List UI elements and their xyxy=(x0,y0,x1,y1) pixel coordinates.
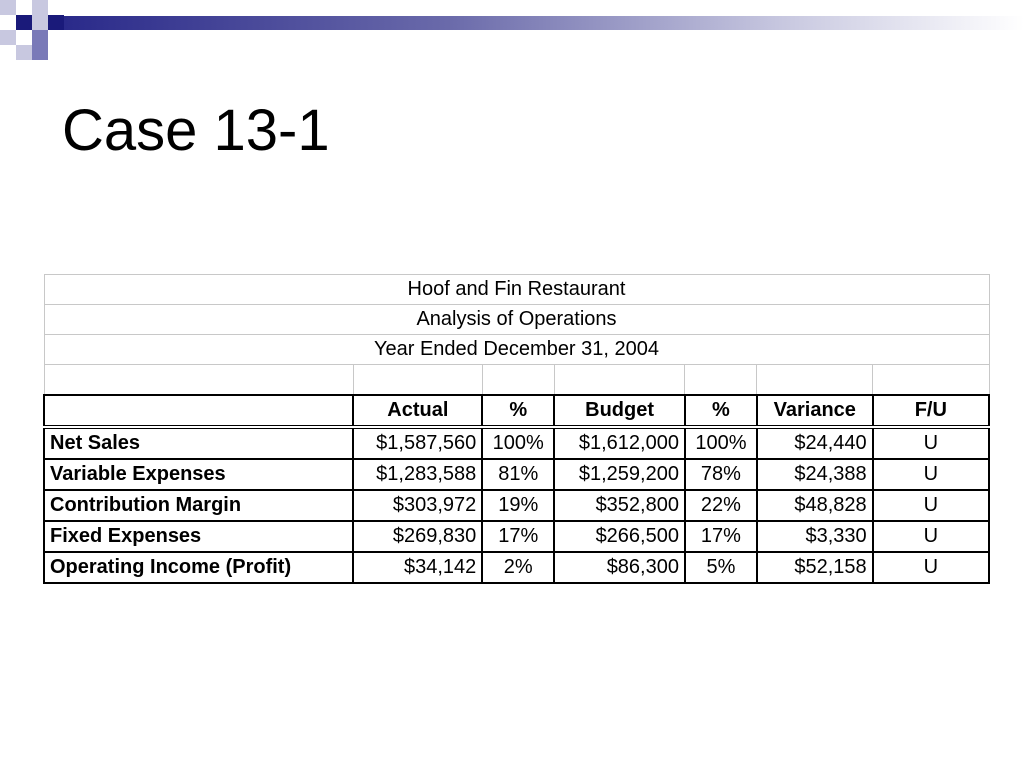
row-label: Fixed Expenses xyxy=(44,521,353,552)
decorative-gradient-bar xyxy=(64,16,1024,30)
decorative-square xyxy=(48,0,64,15)
operations-table xyxy=(43,274,990,584)
row-label: Net Sales xyxy=(44,427,353,459)
decorative-square xyxy=(0,30,16,45)
fu-cell: U xyxy=(873,459,989,490)
variance-cell: $48,828 xyxy=(757,490,873,521)
company-name: Hoof and Fin Restaurant xyxy=(44,275,989,305)
slide-title: Case 13-1 xyxy=(62,98,330,163)
decorative-square xyxy=(16,15,32,30)
fu-cell: U xyxy=(873,490,989,521)
actual-pct-cell: 100% xyxy=(482,427,554,459)
decorative-square xyxy=(32,0,48,15)
variance-cell: $3,330 xyxy=(757,521,873,552)
decorative-square xyxy=(32,30,48,45)
budget-cell: $266,500 xyxy=(554,521,685,552)
variance-cell: $52,158 xyxy=(757,552,873,583)
actual-cell: $1,283,588 xyxy=(353,459,482,490)
decorative-square xyxy=(32,15,48,30)
blank-cell xyxy=(685,365,757,396)
variance-cell: $24,388 xyxy=(757,459,873,490)
table-header-line xyxy=(44,335,989,365)
decorative-square xyxy=(16,45,32,60)
fu-cell: U xyxy=(873,427,989,459)
decorative-square xyxy=(16,0,32,15)
fu-cell: U xyxy=(873,552,989,583)
budget-pct-cell: 5% xyxy=(685,552,757,583)
actual-pct-cell: 81% xyxy=(482,459,554,490)
actual-cell: $303,972 xyxy=(353,490,482,521)
row-label: Operating Income (Profit) xyxy=(44,552,353,583)
budget-pct-cell: 100% xyxy=(685,427,757,459)
budget-pct-cell: 78% xyxy=(685,459,757,490)
table-row xyxy=(44,521,989,552)
table-header-line xyxy=(44,305,989,335)
blank-cell xyxy=(482,365,554,396)
column-header: Variance xyxy=(757,395,873,427)
row-label: Contribution Margin xyxy=(44,490,353,521)
budget-cell: $86,300 xyxy=(554,552,685,583)
decorative-square xyxy=(0,0,16,15)
column-header: F/U xyxy=(873,395,989,427)
actual-pct-cell: 2% xyxy=(482,552,554,583)
table-row xyxy=(44,459,989,490)
budget-cell: $1,259,200 xyxy=(554,459,685,490)
actual-pct-cell: 19% xyxy=(482,490,554,521)
budget-pct-cell: 17% xyxy=(685,521,757,552)
budget-cell: $352,800 xyxy=(554,490,685,521)
column-header xyxy=(44,395,353,427)
blank-cell xyxy=(757,365,873,396)
table-row xyxy=(44,490,989,521)
blank-cell xyxy=(554,365,685,396)
table-row xyxy=(44,552,989,583)
actual-pct-cell: 17% xyxy=(482,521,554,552)
blank-cell xyxy=(44,365,353,396)
blank-row xyxy=(44,365,989,396)
column-header: Budget xyxy=(554,395,685,427)
actual-cell: $34,142 xyxy=(353,552,482,583)
report-title: Analysis of Operations xyxy=(44,305,989,335)
budget-cell: $1,612,000 xyxy=(554,427,685,459)
actual-cell: $1,587,560 xyxy=(353,427,482,459)
blank-cell xyxy=(873,365,989,396)
budget-pct-cell: 22% xyxy=(685,490,757,521)
column-header: Actual xyxy=(353,395,482,427)
row-label: Variable Expenses xyxy=(44,459,353,490)
decorative-square xyxy=(32,45,48,60)
column-header: % xyxy=(685,395,757,427)
table-header-line xyxy=(44,275,989,305)
decorative-square xyxy=(48,15,64,30)
table-row xyxy=(44,427,989,459)
fu-cell: U xyxy=(873,521,989,552)
column-header-row xyxy=(44,395,989,427)
report-period: Year Ended December 31, 2004 xyxy=(44,335,989,365)
actual-cell: $269,830 xyxy=(353,521,482,552)
column-header: % xyxy=(482,395,554,427)
variance-cell: $24,440 xyxy=(757,427,873,459)
blank-cell xyxy=(353,365,482,396)
